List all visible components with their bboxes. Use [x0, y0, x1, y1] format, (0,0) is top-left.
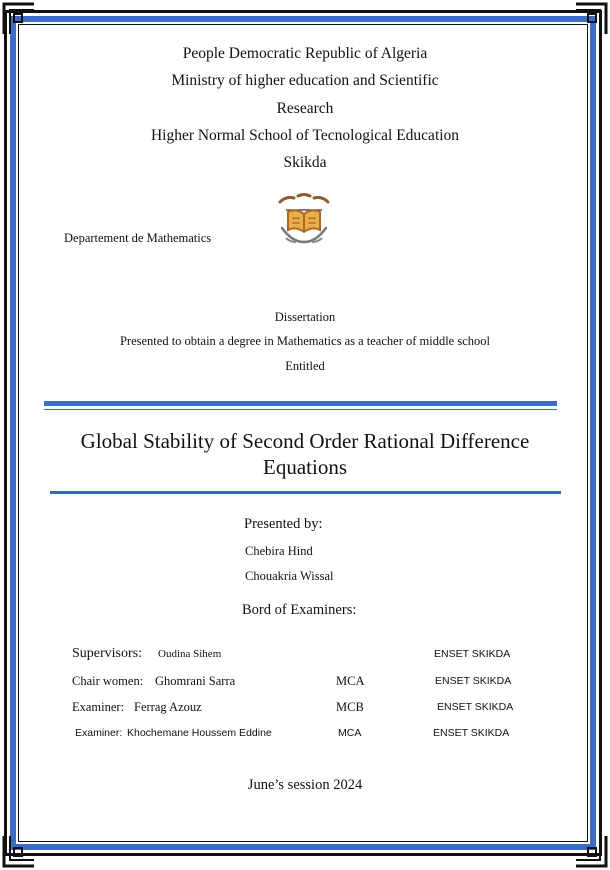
header-city: Skikda — [283, 154, 327, 171]
corner-ornament-bottom-right — [574, 834, 608, 868]
header-ministry: Ministry of higher education and Scientific — [171, 72, 439, 89]
examiner-role: Supervisors: — [72, 646, 142, 661]
thesis-title-line1: Global Stability of Second Order Rational Difference — [80, 429, 530, 453]
header-research: Research — [276, 100, 334, 117]
examiner-row — [0, 646, 610, 666]
header-country: People Democratic Republic of Algeria — [182, 45, 428, 62]
examiner-name: Khochemane Houssem Eddine — [127, 727, 272, 739]
examiner-role: Chair women: — [72, 674, 144, 688]
presented-by-label: Presented by: — [244, 516, 323, 532]
examiner-row — [0, 674, 610, 694]
title-rule-top — [44, 401, 557, 406]
author-name: Chouakria Wissal — [245, 569, 334, 583]
department-label: Departement de Mathematics — [64, 231, 212, 245]
open-book-emblem-icon — [272, 188, 336, 252]
header-school: Higher Normal School of Tecnological Education — [150, 127, 460, 144]
corner-ornament-top-right — [574, 2, 608, 36]
examiner-institution: ENSET SKIKDA — [435, 675, 512, 687]
examiner-row — [0, 700, 610, 720]
examiner-row — [0, 727, 610, 747]
title-rule-top-thin — [44, 409, 557, 410]
examiner-grade: MCB — [336, 700, 364, 714]
examiner-role: Examiner: — [72, 700, 125, 714]
examiner-institution: ENSET SKIKDA — [437, 701, 514, 713]
examiner-grade: MCA — [336, 674, 365, 688]
examiner-name: Oudina Sihem — [158, 648, 222, 660]
board-label: Bord of Examiners: — [242, 602, 357, 618]
examiner-institution: ENSET SKIKDA — [433, 727, 510, 739]
dissertation-label: Dissertation — [274, 310, 336, 324]
degree-purpose: Presented to obtain a degree in Mathematics as a teacher of middle school — [119, 334, 490, 348]
examiner-name: Ghomrani Sarra — [155, 674, 236, 688]
session-label: June’s session 2024 — [247, 777, 363, 793]
examiner-role: Examiner: — [75, 727, 123, 739]
examiner-name: Ferrag Azouz — [134, 700, 202, 714]
thesis-title-line2: Equations — [263, 455, 347, 479]
entitled-label: Entitled — [285, 359, 325, 373]
examiner-grade: MCA — [338, 727, 362, 739]
title-rule-bottom — [50, 491, 561, 494]
author-name: Chebira Hind — [245, 544, 313, 558]
corner-ornament-bottom-left — [2, 834, 36, 868]
examiner-institution: ENSET SKIKDA — [434, 648, 511, 660]
corner-ornament-top-left — [2, 2, 36, 36]
